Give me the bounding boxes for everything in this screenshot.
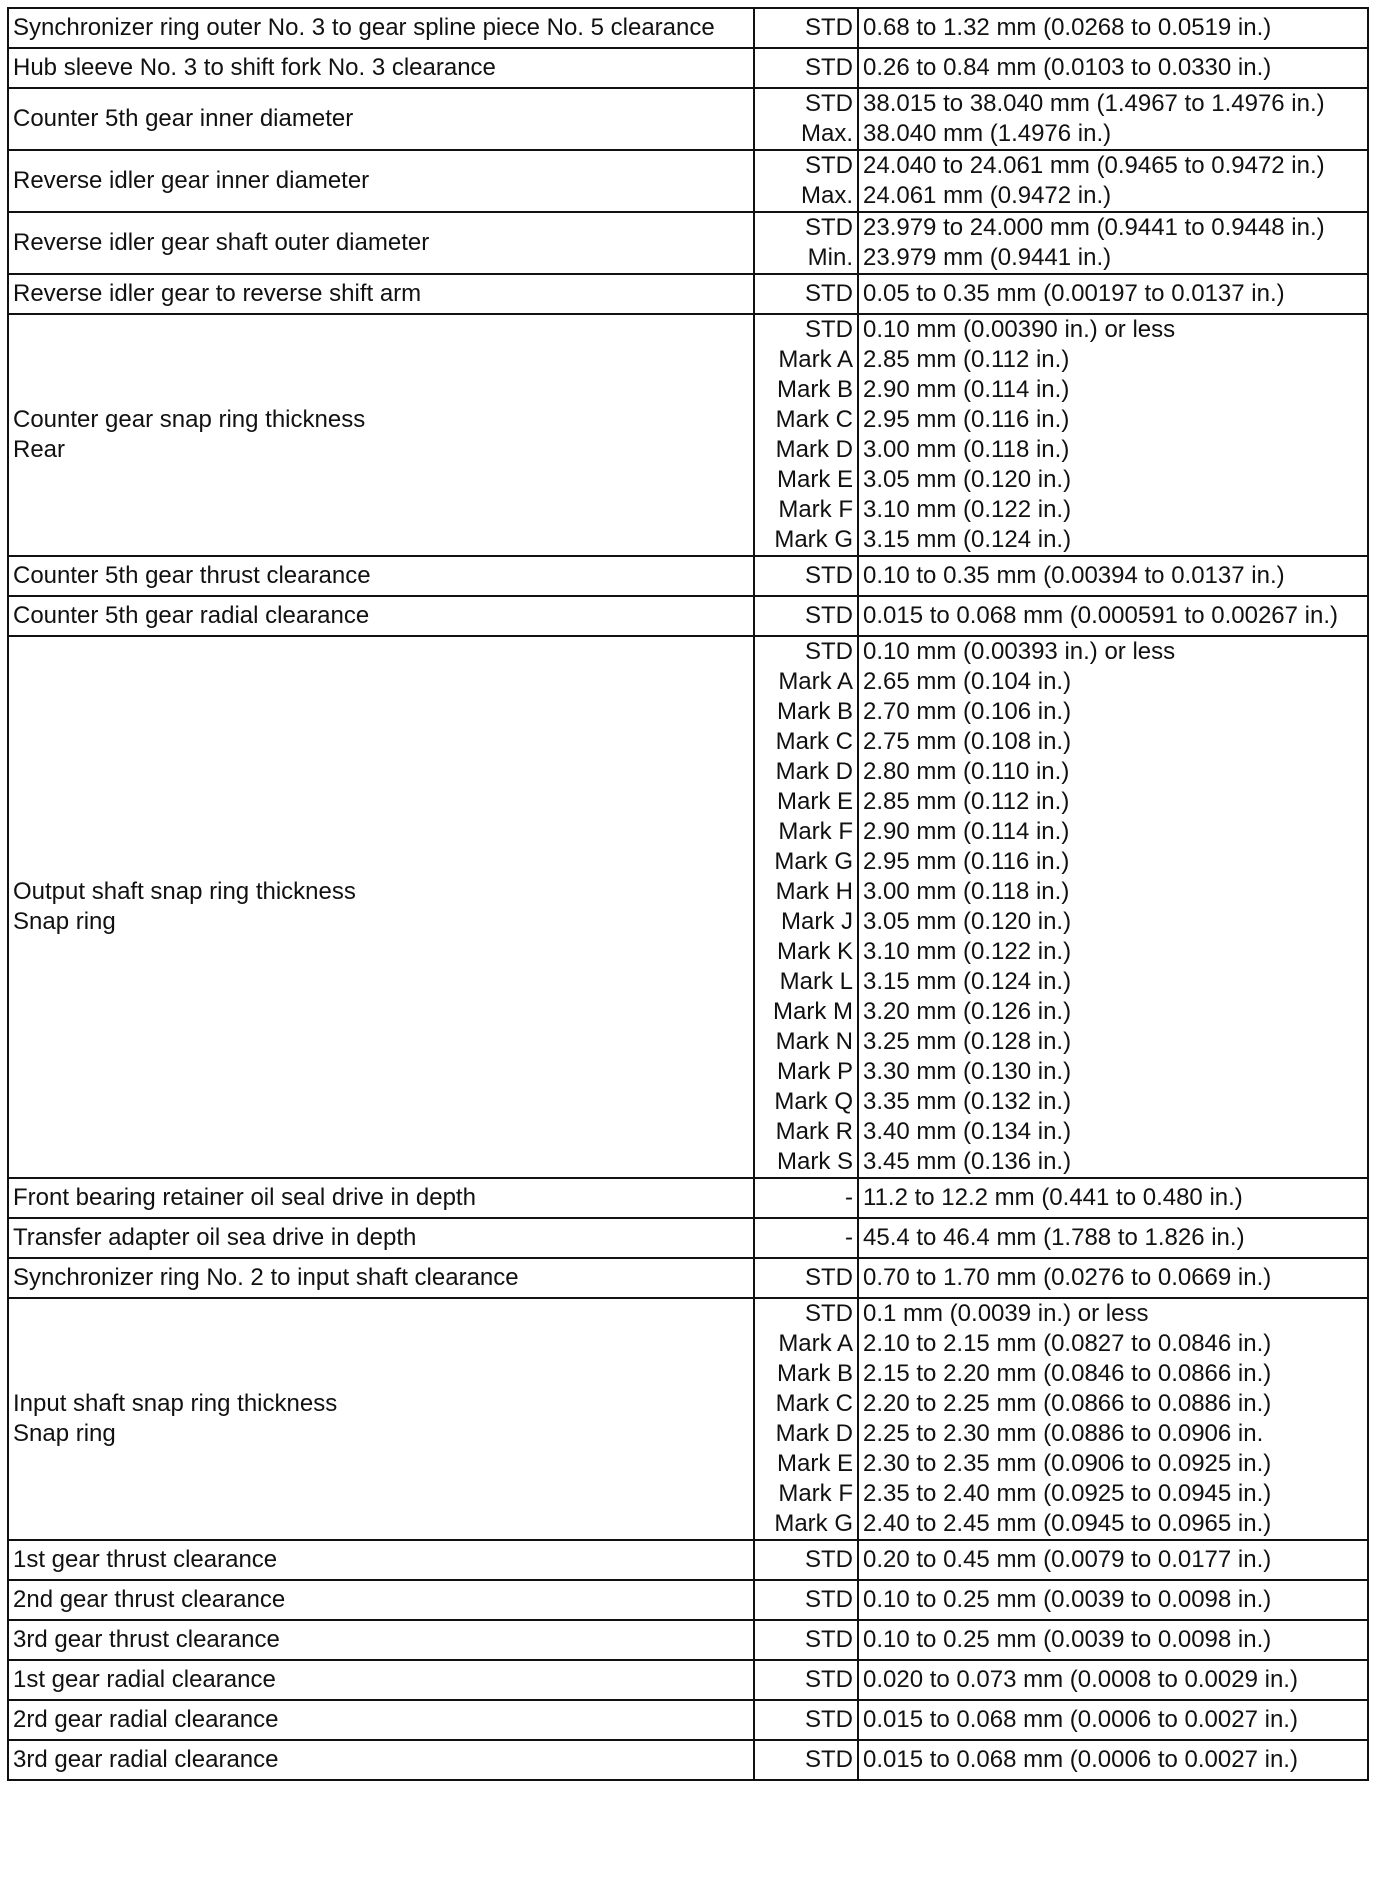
value-cell	[858, 1700, 1368, 1740]
table-row	[8, 1740, 1368, 1780]
condition-cell	[754, 1580, 858, 1620]
value-text: 38.040 mm (1.4976 in.)	[863, 120, 1112, 147]
condition-text: STD	[805, 602, 853, 629]
table-row	[8, 314, 1368, 556]
item-text: Front bearing retainer oil seal drive in depth	[13, 1184, 476, 1211]
condition-text: Mark E	[776, 788, 853, 815]
item-cell	[8, 1178, 754, 1218]
item-cell	[8, 212, 754, 274]
condition-text: -	[845, 1184, 853, 1211]
condition-text: Mark C	[775, 406, 853, 433]
item-text: 2rd gear radial clearance	[13, 1706, 279, 1733]
table-row	[8, 1540, 1368, 1580]
value-cell	[858, 48, 1368, 88]
value-text: 0.10 mm (0.00393 in.) or less	[863, 638, 1176, 665]
value-text: 3.35 mm (0.132 in.)	[863, 1088, 1072, 1115]
table-row	[8, 1700, 1368, 1740]
value-cell	[858, 8, 1368, 48]
table-row	[8, 556, 1368, 596]
condition-text: Mark M	[773, 998, 853, 1025]
value-text: 0.10 to 0.35 mm (0.00394 to 0.0137 in.)	[863, 562, 1285, 589]
value-text: 2.35 to 2.40 mm (0.0925 to 0.0945 in.)	[863, 1480, 1272, 1507]
item-cell	[8, 1580, 754, 1620]
condition-text: STD	[805, 562, 853, 589]
value-text: 2.15 to 2.20 mm (0.0846 to 0.0866 in.)	[863, 1360, 1272, 1387]
condition-text: Max.	[800, 182, 853, 209]
value-text: 38.015 to 38.040 mm (1.4967 to 1.4976 in.)	[863, 90, 1325, 117]
condition-cell	[754, 556, 858, 596]
condition-cell	[754, 1218, 858, 1258]
item-text: Counter 5th gear radial clearance	[13, 602, 370, 629]
value-cell	[858, 556, 1368, 596]
condition-cell	[754, 48, 858, 88]
table-row	[8, 596, 1368, 636]
table-row	[8, 150, 1368, 212]
table-row	[8, 1218, 1368, 1258]
condition-text: STD	[805, 152, 853, 179]
condition-text: Mark D	[775, 1420, 853, 1447]
value-text: 3.45 mm (0.136 in.)	[863, 1148, 1072, 1175]
value-text: 24.061 mm (0.9472 in.)	[863, 182, 1112, 209]
table-row	[8, 212, 1368, 274]
item-text: 3rd gear radial clearance	[13, 1746, 279, 1773]
item-text: Output shaft snap ring thickness	[13, 878, 356, 905]
condition-text: Mark C	[775, 728, 853, 755]
value-text: 2.95 mm (0.116 in.)	[863, 406, 1070, 433]
value-text: 24.040 to 24.061 mm (0.9465 to 0.9472 in.)	[863, 152, 1325, 179]
value-text: 2.80 mm (0.110 in.)	[863, 758, 1070, 785]
condition-text: Mark R	[775, 1118, 853, 1145]
condition-text: Mark J	[781, 908, 853, 935]
value-text: 0.20 to 0.45 mm (0.0079 to 0.0177 in.)	[863, 1546, 1272, 1573]
condition-text: Mark S	[776, 1148, 853, 1175]
item-cell	[8, 1620, 754, 1660]
condition-text: STD	[805, 1586, 853, 1613]
item-cell	[8, 1740, 754, 1780]
table-row	[8, 1258, 1368, 1298]
item-text: Counter 5th gear thrust clearance	[13, 562, 371, 589]
condition-cell	[754, 1258, 858, 1298]
value-cell	[858, 1580, 1368, 1620]
condition-cell	[754, 8, 858, 48]
condition-text: Mark K	[776, 938, 853, 965]
condition-text: STD	[805, 1706, 853, 1733]
condition-text: Mark G	[774, 848, 853, 875]
condition-text: Mark D	[775, 436, 853, 463]
item-text: 1st gear radial clearance	[13, 1666, 276, 1693]
value-text: 0.26 to 0.84 mm (0.0103 to 0.0330 in.)	[863, 54, 1272, 81]
condition-text: Mark A	[778, 1330, 853, 1357]
condition-text: STD	[805, 1546, 853, 1573]
value-text: 3.25 mm (0.128 in.)	[863, 1028, 1072, 1055]
condition-cell	[754, 1178, 858, 1218]
value-text: 2.85 mm (0.112 in.)	[863, 346, 1070, 373]
item-cell	[8, 314, 754, 556]
table-row	[8, 8, 1368, 48]
item-cell	[8, 274, 754, 314]
condition-text: Mark N	[775, 1028, 853, 1055]
condition-text: STD	[805, 316, 853, 343]
table-row	[8, 636, 1368, 1178]
table-row	[8, 1580, 1368, 1620]
value-cell	[858, 596, 1368, 636]
value-text: 2.40 to 2.45 mm (0.0945 to 0.0965 in.)	[863, 1510, 1272, 1537]
value-text: 11.2 to 12.2 mm (0.441 to 0.480 in.)	[863, 1184, 1243, 1211]
condition-text: Mark P	[776, 1058, 853, 1085]
value-cell	[858, 636, 1368, 1178]
item-cell	[8, 1298, 754, 1540]
condition-text: Min.	[807, 244, 853, 271]
item-cell	[8, 150, 754, 212]
item-cell	[8, 596, 754, 636]
condition-text: STD	[805, 54, 853, 81]
item-cell	[8, 48, 754, 88]
value-text: 45.4 to 46.4 mm (1.788 to 1.826 in.)	[863, 1224, 1245, 1251]
value-text: 0.015 to 0.068 mm (0.0006 to 0.0027 in.)	[863, 1706, 1298, 1733]
condition-text: STD	[805, 14, 853, 41]
value-text: 23.979 to 24.000 mm (0.9441 to 0.9448 in.)	[863, 214, 1325, 241]
item-text: Hub sleeve No. 3 to shift fork No. 3 clearance	[13, 54, 496, 81]
condition-text: STD	[805, 1746, 853, 1773]
item-text: Synchronizer ring outer No. 3 to gear spline piece No. 5 clearance	[13, 14, 715, 41]
condition-text: STD	[805, 1264, 853, 1291]
item-text: Reverse idler gear inner diameter	[13, 167, 370, 194]
table-row	[8, 1620, 1368, 1660]
condition-text: STD	[805, 90, 853, 117]
value-text: 3.40 mm (0.134 in.)	[863, 1118, 1072, 1145]
item-cell	[8, 1660, 754, 1700]
condition-text: STD	[805, 280, 853, 307]
value-text: 3.05 mm (0.120 in.)	[863, 908, 1072, 935]
condition-text: Mark B	[776, 376, 853, 403]
condition-text: STD	[805, 638, 853, 665]
item-text: 2nd gear thrust clearance	[13, 1586, 286, 1613]
value-text: 3.10 mm (0.122 in.)	[863, 496, 1072, 523]
value-cell	[858, 1298, 1368, 1540]
condition-text: Mark H	[775, 878, 853, 905]
condition-text: Mark G	[774, 526, 853, 553]
value-text: 23.979 mm (0.9441 in.)	[863, 244, 1112, 271]
value-cell	[858, 88, 1368, 150]
condition-cell	[754, 1620, 858, 1660]
condition-cell	[754, 596, 858, 636]
table-row	[8, 1298, 1368, 1540]
value-cell	[858, 314, 1368, 556]
value-text: 2.75 mm (0.108 in.)	[863, 728, 1072, 755]
condition-cell	[754, 274, 858, 314]
condition-text: -	[845, 1224, 853, 1251]
value-text: 2.10 to 2.15 mm (0.0827 to 0.0846 in.)	[863, 1330, 1272, 1357]
condition-text: Max.	[800, 120, 853, 147]
value-text: 0.10 to 0.25 mm (0.0039 to 0.0098 in.)	[863, 1626, 1272, 1653]
value-text: 3.10 mm (0.122 in.)	[863, 938, 1072, 965]
value-text: 3.00 mm (0.118 in.)	[863, 436, 1070, 463]
item-cell	[8, 8, 754, 48]
table-row	[8, 1178, 1368, 1218]
value-text: 3.15 mm (0.124 in.)	[863, 968, 1072, 995]
condition-cell	[754, 150, 858, 212]
condition-text: Mark B	[776, 698, 853, 725]
item-cell	[8, 1540, 754, 1580]
condition-cell	[754, 636, 858, 1178]
value-text: 2.90 mm (0.114 in.)	[863, 818, 1070, 845]
value-text: 0.015 to 0.068 mm (0.000591 to 0.00267 in.)	[863, 602, 1338, 629]
condition-cell	[754, 1740, 858, 1780]
item-text: Input shaft snap ring thickness	[13, 1390, 338, 1417]
condition-text: STD	[805, 1626, 853, 1653]
value-cell	[858, 1178, 1368, 1218]
condition-text: Mark G	[774, 1510, 853, 1537]
value-text: 2.30 to 2.35 mm (0.0906 to 0.0925 in.)	[863, 1450, 1272, 1477]
item-text: Rear	[13, 436, 66, 463]
value-cell	[858, 274, 1368, 314]
value-cell	[858, 1660, 1368, 1700]
item-text: Snap ring	[13, 908, 116, 935]
condition-text: Mark E	[776, 1450, 853, 1477]
value-cell	[858, 1740, 1368, 1780]
value-text: 0.015 to 0.068 mm (0.0006 to 0.0027 in.)	[863, 1746, 1298, 1773]
item-text: 1st gear thrust clearance	[13, 1546, 278, 1573]
value-cell	[858, 1258, 1368, 1298]
item-cell	[8, 1218, 754, 1258]
condition-text: Mark B	[776, 1360, 853, 1387]
value-text: 2.25 to 2.30 mm (0.0886 to 0.0906 in.	[863, 1420, 1264, 1447]
condition-text: Mark A	[778, 668, 853, 695]
value-text: 2.85 mm (0.112 in.)	[863, 788, 1070, 815]
condition-text: Mark D	[775, 758, 853, 785]
condition-cell	[754, 1700, 858, 1740]
condition-text: Mark E	[776, 466, 853, 493]
value-text: 2.90 mm (0.114 in.)	[863, 376, 1070, 403]
condition-text: Mark F	[778, 818, 853, 845]
item-cell	[8, 556, 754, 596]
value-text: 0.10 mm (0.00390 in.) or less	[863, 316, 1176, 343]
condition-cell	[754, 1540, 858, 1580]
value-text: 0.05 to 0.35 mm (0.00197 to 0.0137 in.)	[863, 280, 1285, 307]
table-row	[8, 1660, 1368, 1700]
specification-table	[7, 7, 1369, 1781]
value-text: 3.15 mm (0.124 in.)	[863, 526, 1072, 553]
value-text: 3.05 mm (0.120 in.)	[863, 466, 1072, 493]
item-text: Counter gear snap ring thickness	[13, 406, 366, 433]
value-text: 2.70 mm (0.106 in.)	[863, 698, 1072, 725]
item-text: Counter 5th gear inner diameter	[13, 105, 354, 132]
condition-text: STD	[805, 1300, 853, 1327]
value-cell	[858, 1540, 1368, 1580]
value-text: 2.65 mm (0.104 in.)	[863, 668, 1072, 695]
item-text: Reverse idler gear shaft outer diameter	[13, 229, 430, 256]
value-text: 3.30 mm (0.130 in.)	[863, 1058, 1072, 1085]
condition-cell	[754, 88, 858, 150]
value-text: 2.20 to 2.25 mm (0.0866 to 0.0886 in.)	[863, 1390, 1272, 1417]
item-cell	[8, 1258, 754, 1298]
condition-cell	[754, 212, 858, 274]
value-text: 0.70 to 1.70 mm (0.0276 to 0.0669 in.)	[863, 1264, 1272, 1291]
condition-text: Mark Q	[774, 1088, 853, 1115]
condition-text: Mark F	[778, 496, 853, 523]
condition-cell	[754, 314, 858, 556]
condition-text: Mark C	[775, 1390, 853, 1417]
condition-text: STD	[805, 1666, 853, 1693]
item-cell	[8, 1700, 754, 1740]
value-cell	[858, 1218, 1368, 1258]
specification-table-body	[8, 8, 1368, 1780]
condition-text: STD	[805, 214, 853, 241]
condition-text: Mark F	[778, 1480, 853, 1507]
condition-cell	[754, 1660, 858, 1700]
value-text: 2.95 mm (0.116 in.)	[863, 848, 1070, 875]
item-text: Transfer adapter oil sea drive in depth	[13, 1224, 417, 1251]
table-row	[8, 274, 1368, 314]
item-text: 3rd gear thrust clearance	[13, 1626, 280, 1653]
value-text: 3.20 mm (0.126 in.)	[863, 998, 1072, 1025]
value-text: 0.10 to 0.25 mm (0.0039 to 0.0098 in.)	[863, 1586, 1272, 1613]
item-text: Synchronizer ring No. 2 to input shaft clearance	[13, 1264, 519, 1291]
value-cell	[858, 212, 1368, 274]
value-text: 0.1 mm (0.0039 in.) or less	[863, 1300, 1149, 1327]
table-row	[8, 48, 1368, 88]
value-cell	[858, 1620, 1368, 1660]
value-text: 0.68 to 1.32 mm (0.0268 to 0.0519 in.)	[863, 14, 1272, 41]
item-text: Snap ring	[13, 1420, 116, 1447]
condition-cell	[754, 1298, 858, 1540]
item-text: Reverse idler gear to reverse shift arm	[13, 280, 422, 307]
item-cell	[8, 636, 754, 1178]
value-text: 3.00 mm (0.118 in.)	[863, 878, 1070, 905]
item-cell	[8, 88, 754, 150]
value-text: 0.020 to 0.073 mm (0.0008 to 0.0029 in.)	[863, 1666, 1298, 1693]
condition-text: Mark A	[778, 346, 853, 373]
value-cell	[858, 150, 1368, 212]
condition-text: Mark L	[779, 968, 853, 995]
table-row	[8, 88, 1368, 150]
